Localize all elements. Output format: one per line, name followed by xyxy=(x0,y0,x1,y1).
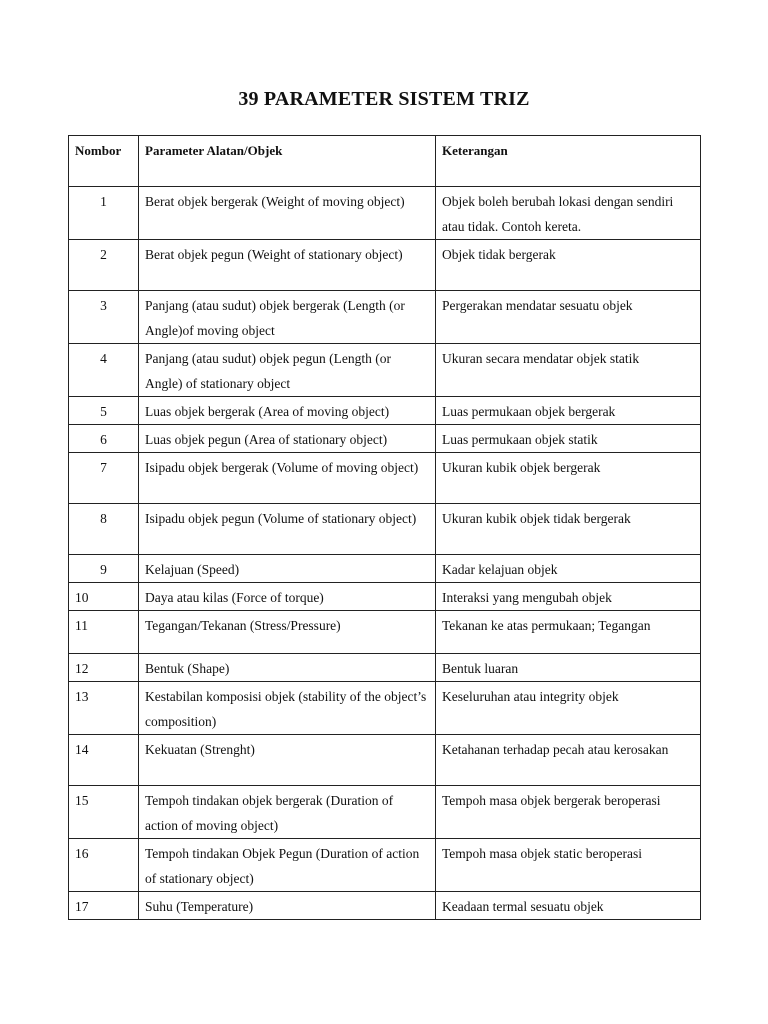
row-number: 9 xyxy=(69,555,139,583)
row-parameter: Bentuk (Shape) xyxy=(139,654,436,682)
table-row xyxy=(69,187,701,240)
row-keterangan: Bentuk luaran xyxy=(436,654,701,682)
row-parameter: Isipadu objek bergerak (Volume of moving object) xyxy=(139,453,436,504)
row-keterangan: Luas permukaan objek bergerak xyxy=(436,397,701,425)
row-keterangan: Pergerakan mendatar sesuatu objek xyxy=(436,291,701,344)
row-keterangan: Luas permukaan objek statik xyxy=(436,425,701,453)
table-header-row xyxy=(69,136,701,187)
row-keterangan: Ukuran kubik objek tidak bergerak xyxy=(436,504,701,555)
table-row xyxy=(69,786,701,839)
row-number: 8 xyxy=(69,504,139,555)
row-number: 13 xyxy=(69,682,139,735)
row-number: 12 xyxy=(69,654,139,682)
table-row xyxy=(69,504,701,555)
row-parameter: Kekuatan (Strenght) xyxy=(139,735,436,786)
row-number: 2 xyxy=(69,240,139,291)
row-number: 14 xyxy=(69,735,139,786)
table-row xyxy=(69,735,701,786)
header-keterangan: Keterangan xyxy=(436,136,701,187)
row-keterangan: Keadaan termal sesuatu objek xyxy=(436,892,701,920)
table-row xyxy=(69,654,701,682)
triz-parameter-table xyxy=(68,135,701,920)
row-number: 15 xyxy=(69,786,139,839)
row-keterangan: Objek boleh berubah lokasi dengan sendiri atau tidak. Contoh kereta. xyxy=(436,187,701,240)
row-number: 5 xyxy=(69,397,139,425)
table-row xyxy=(69,425,701,453)
row-parameter: Tegangan/Tekanan (Stress/Pressure) xyxy=(139,611,436,654)
row-parameter: Tempoh tindakan objek bergerak (Duration of action of moving object) xyxy=(139,786,436,839)
row-number: 10 xyxy=(69,583,139,611)
row-number: 3 xyxy=(69,291,139,344)
row-parameter: Tempoh tindakan Objek Pegun (Duration of action of stationary object) xyxy=(139,839,436,892)
table-row xyxy=(69,611,701,654)
row-parameter: Panjang (atau sudut) objek pegun (Length (or Angle) of stationary object xyxy=(139,344,436,397)
header-parameter: Parameter Alatan/Objek xyxy=(139,136,436,187)
table-row xyxy=(69,397,701,425)
row-parameter: Berat objek pegun (Weight of stationary object) xyxy=(139,240,436,291)
row-keterangan: Interaksi yang mengubah objek xyxy=(436,583,701,611)
row-parameter: Luas objek bergerak (Area of moving object) xyxy=(139,397,436,425)
row-number: 16 xyxy=(69,839,139,892)
row-number: 7 xyxy=(69,453,139,504)
row-keterangan: Kadar kelajuan objek xyxy=(436,555,701,583)
row-keterangan: Objek tidak bergerak xyxy=(436,240,701,291)
row-keterangan: Ketahanan terhadap pecah atau kerosakan xyxy=(436,735,701,786)
row-parameter: Luas objek pegun (Area of stationary object) xyxy=(139,425,436,453)
header-nombor: Nombor xyxy=(69,136,139,187)
row-number: 4 xyxy=(69,344,139,397)
table-row xyxy=(69,240,701,291)
row-parameter: Panjang (atau sudut) objek bergerak (Length (or Angle)of moving object xyxy=(139,291,436,344)
row-parameter: Daya atau kilas (Force of torque) xyxy=(139,583,436,611)
row-number: 1 xyxy=(69,187,139,240)
table-row xyxy=(69,583,701,611)
row-keterangan: Tekanan ke atas permukaan; Tegangan xyxy=(436,611,701,654)
row-keterangan: Keseluruhan atau integrity objek xyxy=(436,682,701,735)
row-keterangan: Ukuran secara mendatar objek statik xyxy=(436,344,701,397)
table-row xyxy=(69,682,701,735)
row-keterangan: Ukuran kubik objek bergerak xyxy=(436,453,701,504)
table-row xyxy=(69,892,701,920)
row-parameter: Kelajuan (Speed) xyxy=(139,555,436,583)
row-parameter: Isipadu objek pegun (Volume of stationary object) xyxy=(139,504,436,555)
row-parameter: Suhu (Temperature) xyxy=(139,892,436,920)
table-row xyxy=(69,555,701,583)
row-number: 6 xyxy=(69,425,139,453)
row-parameter: Berat objek bergerak (Weight of moving object) xyxy=(139,187,436,240)
table-row xyxy=(69,453,701,504)
row-parameter: Kestabilan komposisi objek (stability of the object’s composition) xyxy=(139,682,436,735)
row-number: 11 xyxy=(69,611,139,654)
table-row xyxy=(69,291,701,344)
table-row xyxy=(69,344,701,397)
table-row xyxy=(69,839,701,892)
row-keterangan: Tempoh masa objek bergerak beroperasi xyxy=(436,786,701,839)
page-title: 39 PARAMETER SISTEM TRIZ xyxy=(238,88,530,110)
row-number: 17 xyxy=(69,892,139,920)
row-keterangan: Tempoh masa objek static beroperasi xyxy=(436,839,701,892)
